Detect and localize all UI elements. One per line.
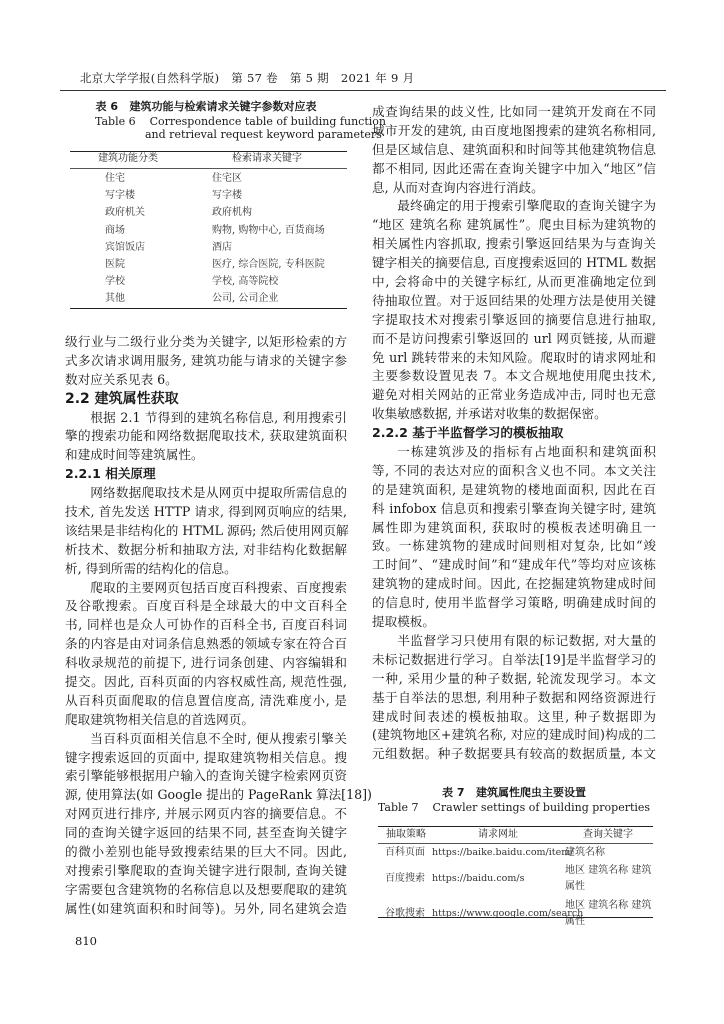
table-6-title-zh: 表 6 建筑功能与检索请求关键字参数对应表: [95, 100, 317, 113]
paragraph-line: 都不相同, 因此还需在查询关键字中加入“地区”信: [372, 160, 656, 176]
paragraph-line: 数对应关系见表 6。: [65, 371, 178, 387]
table-7-bottom-rule: [378, 917, 653, 918]
running-head: 北京大学学报(自然科学版) 第 57 卷 第 5 期 2021 年 9 月: [80, 71, 415, 85]
table-7-cell-url: https://baidu.com/s: [432, 873, 525, 884]
table-6-title-en-2: and retrieval request keyword parameters: [145, 128, 382, 141]
paragraph-line: 的信息时, 使用半监督学习策略, 明确建成时间的: [372, 595, 656, 611]
paragraph-line: 式多次请求调用服务, 建筑功能与请求的关键字参: [65, 352, 347, 368]
table-6-bottom-rule: [70, 308, 347, 309]
table-7-caption: [372, 786, 656, 814]
paragraph-line: 索引擎能够根据用户输入的查询关键字检索网页资: [65, 768, 347, 784]
table-6-caption: [65, 100, 386, 141]
paragraph-line: 的微小差别也能导致搜索结果的巨大不同。因此,: [65, 844, 347, 860]
paragraph-line: 条的内容是由对词条信息熟悉的领域专家在符合百: [65, 636, 347, 652]
table-7-cell-keyword: 地区 建筑名称 建筑: [565, 900, 652, 911]
paragraph-line: 的是建筑面积, 是建筑物的楼地面面积, 因此在百: [372, 481, 656, 497]
table-7-cell-url: https://www.google.com/search: [432, 908, 584, 919]
paragraph-line: 该结果是非结构化的 HTML 源码; 然后使用网页解: [65, 522, 349, 538]
paragraph-line: 从百科页面爬取的信息置信度高, 清洗难度小, 是: [65, 692, 347, 708]
paragraph-line: 书, 同样也是众人可协作的百科全书, 百度百科词: [65, 617, 347, 633]
table-6-cell-function: 政府机关: [105, 207, 145, 219]
paragraph-line: 最终确定的用于搜索引擎爬取的查询关键字为: [397, 198, 656, 214]
table-6-cell-keyword: 购物, 购物中心, 百货商场: [212, 224, 325, 236]
page-number: 810: [75, 934, 97, 948]
paragraph-line: “地区 建筑名称 建筑属性”。爬虫目标为建筑物的: [372, 217, 656, 233]
paragraph-line: 和建成时间等建筑属性。: [65, 447, 204, 463]
table-6-cell-keyword: 酒店: [212, 241, 232, 253]
table-6-cell-function: 商场: [105, 224, 125, 236]
right-column: [372, 103, 656, 764]
paragraph-line: 而不是访问搜索引擎返回的 url 网页链接, 从而避: [372, 330, 656, 346]
paragraph-line: 成查询结果的歧义性, 比如同一建筑开发商在不同: [372, 104, 656, 119]
paragraph-line: 提交。因此, 百科页面的内容权威性高, 规范性强,: [65, 674, 347, 690]
table-6-header-function: 建筑功能分类: [98, 153, 158, 164]
paragraph-line: 字提取技术对搜索引擎返回的摘要信息进行抽取,: [372, 311, 656, 327]
paragraph-line: 根据 2.1 节得到的建筑名称信息, 利用搜索引: [90, 409, 347, 425]
table-7-cell-keyword-cont: 属性: [565, 916, 585, 927]
table-6-cell-function: 写字楼: [105, 190, 135, 202]
table-6-cell-keyword: 学校, 高等院校: [212, 276, 279, 288]
paragraph-line: 爬取建筑物相关信息的首选网页。: [65, 711, 254, 727]
paragraph-line: 收集敏感数据, 并承诺对收集的数据保密。: [372, 406, 607, 422]
paragraph-line: 息, 从而对查询内容进行消歧。: [372, 179, 544, 195]
paragraph-line: 主要参数设置见表 7。本文合规地使用爬虫技术,: [372, 368, 656, 384]
table-7-title-en: Table 7 Crawler settings of building properties: [377, 801, 651, 814]
table-6-cell-keyword: 公司, 公司企业: [212, 293, 279, 305]
header-rule: [60, 90, 666, 91]
section-heading: 2.2 建筑属性获取: [65, 390, 179, 407]
paragraph-line: 爬取的主要网页包括百度百科搜索、百度搜索: [90, 579, 347, 595]
paragraph-line: 同的查询关键字返回的结果不同, 甚至查询关键字: [65, 825, 347, 841]
paragraph-line: 但是区域信息、建筑面积和时间等其他建筑物信息: [372, 141, 656, 157]
table-7-cell-keyword: 地区 建筑名称 建筑: [565, 865, 652, 876]
table-6-cell-keyword: 写字楼: [212, 190, 242, 202]
paragraph-line: 等, 不同的表达对应的面积含义也不同。本文关注: [372, 462, 656, 478]
paragraph-line: 一栋建筑涉及的指标有占地面积和建筑面积: [397, 444, 656, 460]
paragraph-line: 网络数据爬取技术是从网页中提取所需信息的: [90, 485, 347, 501]
paragraph-line: 及谷歌搜索。百度百科是全球最大的中文百科全: [65, 598, 347, 614]
paragraph-line: 城市开发的建筑, 由百度地图搜索的建筑名称相同,: [372, 122, 656, 138]
paragraph-line: 级行业与二级行业分类为关键字, 以矩形检索的方: [65, 334, 347, 349]
table-7-cell-url: https://baike.baidu.com/item/: [432, 847, 574, 858]
table-6-cell-function: 住宅: [105, 173, 125, 184]
paragraph-line: 待抽取位置。对于返回结果的处理方法是使用关键: [372, 292, 656, 308]
paragraph-line: 字需要包含建筑物的名称信息以及想要爬取的建筑: [65, 881, 347, 897]
table-6-cell-function: 宾馆饭店: [105, 241, 145, 253]
table-7-cell-keyword: 建筑名称: [565, 847, 605, 858]
table-7-cell-strategy: 谷歌搜索: [385, 908, 425, 919]
paragraph-line: 当百科页面相关信息不全时, 便从搜索引擎关: [90, 730, 347, 746]
paragraph-line: 致。一栋建筑物的建成时间则相对复杂, 比如“竣: [372, 538, 656, 554]
table-7-cell-strategy: 百科页面: [385, 847, 425, 858]
paragraph-line: 相关属性内容抓取, 搜索引擎返回结果为与查询关: [372, 236, 656, 252]
paragraph-line: 属性即为建筑面积, 获取时的模板表述明确且一: [372, 519, 656, 535]
table-6-cell-function: 其他: [105, 293, 125, 305]
table-6-title-en-1: Table 6 Correspondence table of building function: [95, 115, 386, 128]
paragraph-line: (建筑物地区+建筑名称, 对应的建成时间)构成的二: [372, 727, 656, 743]
table-6-cell-keyword: 政府机构: [212, 207, 252, 219]
table-7-header-keyword: 查询关键字: [583, 829, 633, 840]
left-column: [65, 333, 372, 919]
paragraph-line: 建筑物的建成时间。因此, 在挖掘建筑物建成时间: [372, 576, 656, 592]
paragraph-line: 对网页进行排序, 并展示网页内容的摘要信息。不: [65, 806, 347, 822]
paragraph-line: 基于自举法的思想, 利用种子数据和网络资源进行: [372, 689, 656, 705]
paragraph-line: 中, 会将命中的关键字标红, 从而更准确地定位到: [372, 274, 656, 290]
paragraph-line: 键字搜索返回的页面中, 提取建筑物相关信息。搜: [65, 749, 347, 765]
table-6-mid-rule: [70, 168, 347, 169]
table-6-header-keyword: 检索请求关键字: [232, 153, 302, 164]
table-6-cell-keyword: 医疗, 综合医院, 专科医院: [212, 259, 325, 270]
table-6-cell-function: 医院: [105, 259, 125, 270]
paragraph-line: 源, 使用算法(如 Google 提出的 PageRank 算法[18]): [65, 787, 372, 803]
paragraph-line: 擎的搜索功能和网络数据爬取技术, 获取建筑面积: [65, 428, 347, 444]
paragraph-line: 免 url 跳转带来的未知风险。爬取时的请求网址和: [372, 349, 656, 365]
paragraph-line: 避免对相关网站的正常业务造成冲击, 同时也无意: [372, 387, 656, 403]
subsection-heading: 2.2.2 基于半监督学习的模板抽取: [372, 425, 564, 441]
subsection-heading: 2.2.1 相关原理: [65, 466, 156, 482]
paragraph-line: 元组数据。种子数据要具有较高的数据质量, 本文: [372, 746, 656, 762]
paragraph-line: 析, 得到所需的结构化的信息。: [65, 560, 237, 576]
table-6-cell-function: 学校: [105, 276, 125, 288]
paragraph-line: 析技术、数据分析和抽取方法, 对非结构化数据解: [65, 541, 347, 557]
paragraph-line: 一种, 采用少量的种子数据, 轮流发现学习。本文: [372, 670, 656, 686]
paragraph-line: 未标记数据进行学习。自举法[19]是半监督学习的: [372, 651, 656, 667]
table-7-cell-strategy: 百度搜索: [385, 873, 425, 884]
table-7-title-zh: 表 7 建筑属性爬虫主要设置: [442, 786, 586, 799]
paragraph-line: 科收录规范的前提下, 进行词条创建、内容编辑和: [65, 655, 347, 671]
table-7-header-url: 请求网址: [478, 829, 518, 840]
paragraph-line: 科 infobox 信息页和搜索引擎查询关键字时, 建筑: [372, 500, 656, 516]
paragraph-line: 属性(如建筑面积和时间等)。另外, 同名建筑会造: [65, 900, 347, 916]
table-6-cell-keyword: 住宅区: [212, 173, 242, 184]
paragraph-line: 键字相关的摘要信息, 百度搜索返回的 HTML 数据: [372, 255, 656, 271]
table-7-cell-keyword-cont: 属性: [565, 881, 585, 892]
paragraph-line: 建成时间表述的模板抽取。这里, 种子数据即为: [372, 708, 656, 724]
paragraph-line: 对搜索引擎爬取的查询关键字进行限制, 查询关键: [65, 862, 347, 878]
paragraph-line: 工时间”、“建成时间”和“建成年代”等均对应该栋: [372, 557, 656, 573]
paragraph-line: 半监督学习只使用有限的标记数据, 对大量的: [397, 632, 656, 648]
table-7-header-strategy: 抽取策略: [386, 829, 426, 840]
paragraph-line: 技术, 首先发送 HTTP 请求, 得到网页响应的结果,: [65, 504, 347, 520]
paragraph-line: 提取模板。: [372, 614, 435, 630]
